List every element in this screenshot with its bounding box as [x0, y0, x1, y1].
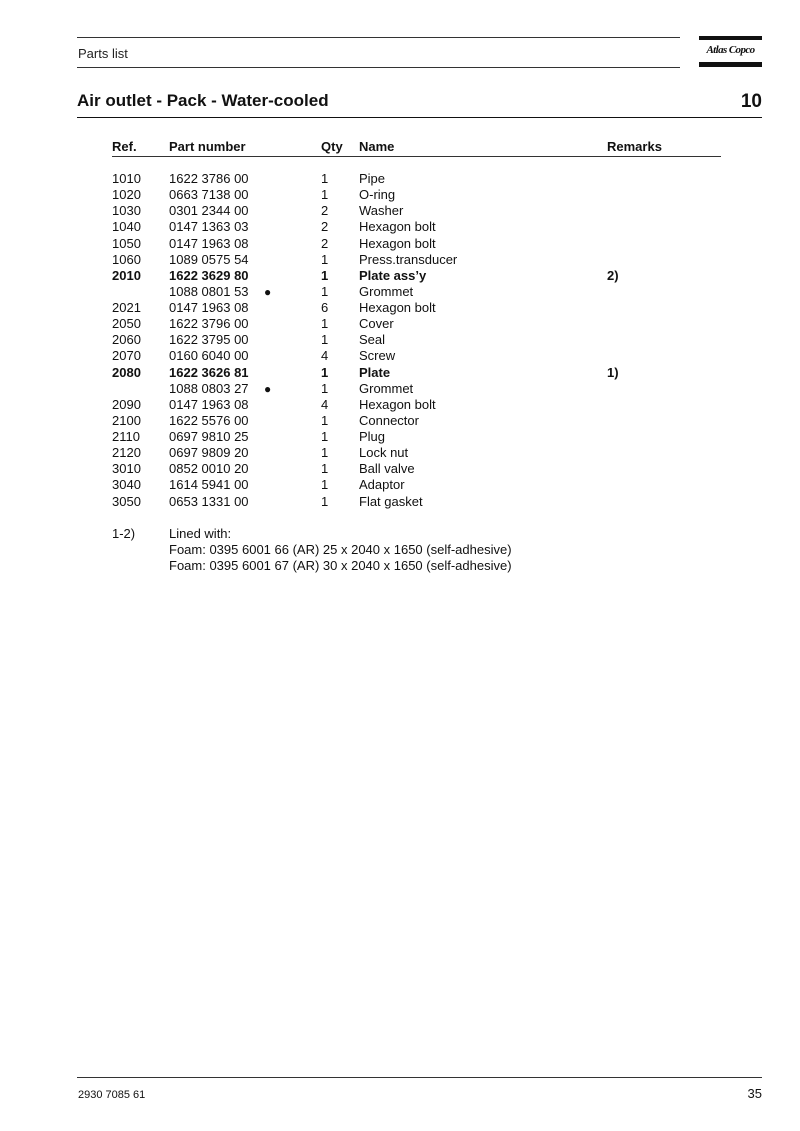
ref-cell: 2110: [112, 429, 140, 444]
ref-cell: 3040: [112, 477, 141, 493]
note-line: Foam: 0395 6001 66 (AR) 25 x 2040 x 1650 (self-adhesive): [169, 542, 512, 557]
ref-cell: 2100: [112, 412, 141, 428]
part-number-cell: 1622 3795 00: [169, 332, 249, 348]
qty-cell: 4: [321, 348, 329, 364]
qty-cell: 1: [321, 171, 329, 186]
table-row: [0, 429, 800, 445]
name-cell: Press.transducer: [359, 251, 458, 267]
qty-cell: 1: [321, 267, 329, 283]
table-row: [0, 332, 800, 348]
remarks-cell: 1): [607, 364, 619, 380]
name-cell: O-ring: [359, 187, 396, 203]
name-cell: Cover: [359, 316, 394, 332]
table-row: [0, 203, 800, 219]
table-row: [0, 494, 800, 510]
ref-cell: 2010: [112, 267, 141, 283]
qty-cell: 1: [321, 493, 329, 509]
qty-cell: 1: [321, 429, 329, 444]
header-top-rule: [77, 37, 680, 38]
page-title: Air outlet - Pack - Water-cooled: [77, 91, 329, 110]
column-header-ref: Ref.: [112, 139, 137, 154]
part-number-cell: 1622 5576 00: [169, 412, 249, 428]
part-number-cell: 1614 5941 00: [169, 477, 249, 493]
qty-cell: 1: [321, 332, 329, 348]
ref-cell: 1040: [112, 219, 141, 235]
table-row: [0, 348, 800, 364]
table-row: [0, 316, 800, 332]
qty-cell: 2: [321, 235, 329, 251]
qty-cell: 1: [321, 461, 329, 477]
logo-wordmark: Atlas Copco: [706, 44, 755, 56]
ref-cell: 1050: [112, 235, 141, 251]
name-cell: Plate ass’y: [359, 267, 427, 283]
atlas-copco-logo: [699, 36, 762, 67]
qty-cell: 4: [321, 396, 329, 412]
table-row: [0, 252, 800, 268]
part-number-cell: 0301 2344 00: [169, 203, 249, 219]
ref-cell: 2060: [112, 332, 141, 348]
table-row: [0, 236, 800, 252]
qty-cell: 1: [321, 187, 329, 203]
column-header-name: Name: [359, 139, 395, 154]
part-number-cell: 0663 7138 00: [169, 187, 249, 203]
qty-cell: 1: [321, 316, 329, 332]
ref-cell: 1030: [112, 203, 141, 219]
page-number: 35: [747, 1086, 762, 1101]
part-number-cell: 1622 3626 81: [169, 364, 249, 380]
qty-cell: 6: [321, 300, 329, 315]
qty-cell: 1: [321, 445, 329, 461]
part-number-cell: 0697 9809 20: [169, 445, 249, 461]
table-row: [0, 187, 800, 203]
ref-cell: 2070: [112, 348, 141, 364]
sub-item-bullet: ●: [264, 381, 272, 396]
part-number-cell: 0852 0010 20: [169, 461, 249, 477]
table-row: [0, 477, 800, 493]
header-bottom-rule: [77, 67, 680, 68]
ref-cell: 3010: [112, 461, 141, 477]
note-heading: Lined with:: [169, 526, 232, 541]
part-number-cell: 1622 3629 80: [169, 267, 249, 283]
part-number-cell: 1088 0801 53: [169, 283, 249, 299]
section-number: 10: [740, 91, 762, 112]
name-cell: Hexagon bolt: [359, 235, 436, 251]
name-cell: Flat gasket: [359, 493, 423, 509]
title-rule: [77, 117, 762, 118]
part-number-cell: 0160 6040 00: [169, 348, 249, 364]
ref-cell: 2050: [112, 316, 141, 332]
qty-cell: 2: [321, 219, 329, 235]
note-line: Foam: 0395 6001 67 (AR) 30 x 2040 x 1650 (self-adhesive): [169, 558, 512, 573]
ref-cell: 1060: [112, 251, 141, 267]
document-number: 2930 7085 61: [78, 1089, 146, 1101]
part-number-cell: 0147 1963 08: [169, 396, 249, 412]
name-cell: Connector: [359, 412, 419, 428]
ref-cell: 2021: [112, 300, 141, 315]
name-cell: Adaptor: [359, 477, 405, 493]
name-cell: Grommet: [359, 380, 414, 396]
name-cell: Ball valve: [359, 461, 415, 477]
column-header-remarks: Remarks: [607, 139, 662, 154]
name-cell: Seal: [359, 332, 386, 348]
table-row: [0, 268, 800, 284]
table-row: [0, 365, 800, 381]
qty-cell: 1: [321, 283, 329, 299]
column-header-qty: Qty: [321, 139, 343, 154]
ref-cell: 3050: [112, 493, 141, 509]
note-ref: 1-2): [112, 526, 136, 541]
header-label: Parts list: [78, 46, 128, 61]
qty-cell: 1: [321, 412, 329, 428]
qty-cell: 1: [321, 477, 329, 493]
name-cell: Pipe: [359, 171, 386, 186]
name-cell: Hexagon bolt: [359, 300, 436, 315]
part-number-cell: 0653 1331 00: [169, 493, 249, 509]
part-number-cell: 1622 3796 00: [169, 316, 249, 332]
part-number-cell: 1089 0575 54: [169, 251, 249, 267]
ref-cell: 2120: [112, 445, 141, 461]
ref-cell: 1020: [112, 187, 141, 203]
name-cell: Screw: [359, 348, 396, 364]
remarks-cell: 2): [607, 267, 619, 283]
ref-cell: 2090: [112, 396, 141, 412]
table-row: [0, 413, 800, 429]
name-cell: Plate: [359, 364, 391, 380]
name-cell: Grommet: [359, 283, 414, 299]
name-cell: Hexagon bolt: [359, 219, 436, 235]
part-number-cell: 0147 1963 08: [169, 300, 249, 315]
part-number-cell: 0697 9810 25: [169, 429, 249, 444]
column-header-part-number: Part number: [169, 139, 246, 154]
table-row: [0, 397, 800, 413]
table-row: [0, 461, 800, 477]
table-row: [0, 445, 800, 461]
part-number-cell: 1622 3786 00: [169, 171, 249, 186]
ref-cell: 2080: [112, 364, 141, 380]
part-number-cell: 0147 1963 08: [169, 235, 249, 251]
name-cell: Washer: [359, 203, 404, 219]
table-row: [0, 300, 800, 316]
table-row: [0, 381, 800, 397]
qty-cell: 1: [321, 251, 329, 267]
table-row: [0, 171, 800, 187]
table-header-rule: [112, 156, 721, 157]
qty-cell: 1: [321, 364, 329, 380]
table-row: [0, 219, 800, 235]
qty-cell: 1: [321, 380, 329, 396]
name-cell: Hexagon bolt: [359, 396, 436, 412]
table-row: [0, 284, 800, 300]
name-cell: Plug: [359, 429, 386, 444]
part-number-cell: 0147 1363 03: [169, 219, 249, 235]
ref-cell: 1010: [112, 171, 141, 186]
part-number-cell: 1088 0803 27: [169, 380, 249, 396]
parts-table-body: [0, 171, 800, 510]
sub-item-bullet: ●: [264, 284, 272, 299]
qty-cell: 2: [321, 203, 329, 219]
footer-rule: [77, 1077, 762, 1078]
name-cell: Lock nut: [359, 445, 409, 461]
